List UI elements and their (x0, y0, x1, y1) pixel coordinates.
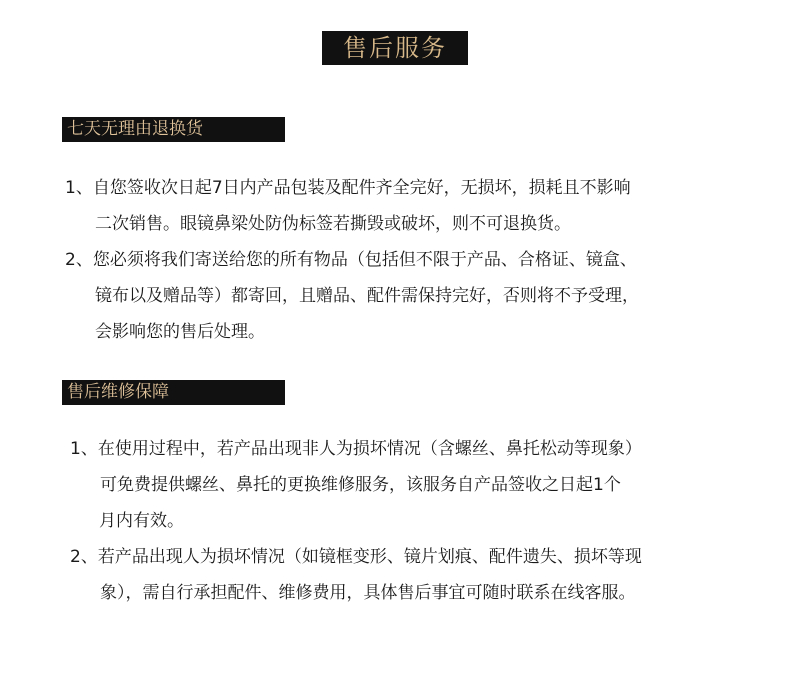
section-header-seven-day-return: 七天无理由退换货 (62, 117, 285, 142)
list-item-line: 月内有效。 (99, 511, 184, 531)
list-item-line: 象），需自行承担配件、维修费用，具体售后事宜可随时联系在线客服。 (100, 583, 636, 603)
return-policy-item-2 (65, 242, 639, 350)
list-item-line: 1、在使用过程中，若产品出现非人为损坏情况（含螺丝、鼻托松动等现象） (70, 439, 642, 459)
list-item-line: 1、自您签收次日起7日内产品包装及配件齐全完好，无损坏，损耗且不影响 (65, 178, 631, 198)
list-item-line: 2、您必须将我们寄送给您的所有物品（包括但不限于产品、合格证、镜盒、 (65, 250, 637, 270)
list-item-line: 可免费提供螺丝、鼻托的更换维修服务，该服务自产品签收之日起1个 (100, 475, 621, 495)
list-item-line: 会影响您的售后处理。 (95, 322, 265, 342)
page-title: 售后服务 (322, 31, 468, 65)
return-policy-item-1 (65, 170, 631, 242)
list-item-line: 二次销售。眼镜鼻梁处防伪标签若撕毁或破坏，则不可退换货。 (95, 214, 571, 234)
section-header-repair-warranty: 售后维修保障 (62, 380, 285, 405)
repair-policy-item-1 (70, 431, 642, 539)
list-item-line: 2、若产品出现人为损坏情况（如镜框变形、镜片划痕、配件遗失、损坏等现 (70, 547, 642, 567)
list-item-line: 镜布以及赠品等）都寄回，且赠品、配件需保持完好，否则将不予受理， (95, 286, 639, 306)
repair-policy-item-2 (70, 539, 642, 611)
